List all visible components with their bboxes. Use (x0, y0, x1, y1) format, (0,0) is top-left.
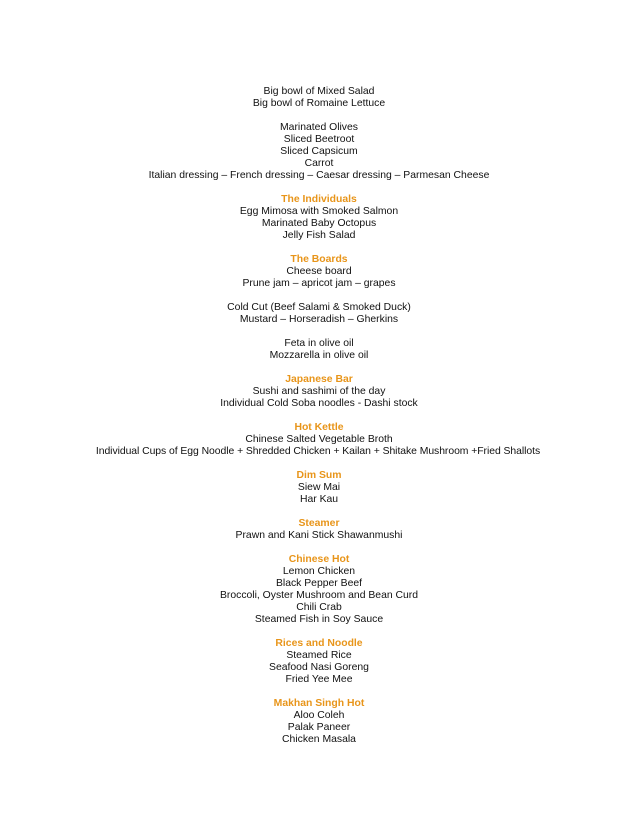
menu-line: Individual Cold Soba noodles - Dashi stock (220, 398, 418, 409)
makhan-singh-section (0, 698, 638, 746)
menu-line: Lemon Chicken (282, 566, 356, 577)
spacer (0, 542, 638, 554)
boards-section (0, 254, 638, 362)
section-heading: The Boards (290, 254, 348, 265)
menu-line: Seafood Nasi Goreng (269, 662, 369, 673)
menu-line: Siew Mai (297, 482, 341, 493)
salad-section (0, 86, 638, 182)
menu-line: Sushi and sashimi of the day (252, 386, 386, 397)
spacer (0, 290, 638, 302)
menu-line: Steamed Rice (286, 650, 352, 661)
menu-line: Aloo Coleh (293, 710, 345, 721)
menu-page (0, 86, 638, 746)
menu-line: Italian dressing – French dressing – Caesar dressing – Parmesan Cheese (148, 170, 490, 181)
menu-line: Carrot (304, 158, 334, 169)
dim-sum-section (0, 470, 638, 506)
spacer (0, 410, 638, 422)
section-heading: Japanese Bar (285, 374, 353, 385)
spacer (0, 686, 638, 698)
menu-line: Sliced Capsicum (280, 146, 358, 157)
menu-line: Jelly Fish Salad (282, 230, 356, 241)
menu-line: Steamed Fish in Soy Sauce (254, 614, 384, 625)
spacer (0, 110, 638, 122)
menu-line: Broccoli, Oyster Mushroom and Bean Curd (219, 590, 419, 601)
menu-line: Prune jam – apricot jam – grapes (242, 278, 396, 289)
menu-line: Chicken Masala (282, 734, 356, 745)
spacer (0, 626, 638, 638)
menu-line: Egg Mimosa with Smoked Salmon (239, 206, 399, 217)
spacer (0, 458, 638, 470)
section-heading: Chinese Hot (288, 554, 350, 565)
section-heading: Makhan Singh Hot (273, 698, 365, 709)
section-heading: Steamer (298, 518, 340, 529)
menu-line: Chili Crab (296, 602, 342, 613)
menu-line: Fried Yee Mee (285, 674, 353, 685)
menu-line: Sliced Beetroot (283, 134, 355, 145)
section-heading: Rices and Noodle (275, 638, 363, 649)
menu-line: Chinese Salted Vegetable Broth (245, 434, 393, 445)
hot-kettle-section (0, 422, 638, 458)
chinese-hot-section (0, 554, 638, 626)
menu-line: Mustard – Horseradish – Gherkins (239, 314, 399, 325)
spacer (0, 362, 638, 374)
menu-line: Mozzarella in olive oil (269, 350, 369, 361)
menu-line: Big bowl of Romaine Lettuce (252, 98, 386, 109)
menu-line: Black Pepper Beef (275, 578, 363, 589)
section-heading: The Individuals (281, 194, 357, 205)
menu-line: Big bowl of Mixed Salad (263, 86, 375, 97)
menu-line: Marinated Olives (280, 122, 358, 133)
section-heading: Dim Sum (296, 470, 342, 481)
menu-line: Individual Cups of Egg Noodle + Shredded Chicken + Kailan + Shitake Mushroom +Fried Shallots (95, 446, 541, 457)
menu-line: Prawn and Kani Stick Shawanmushi (235, 530, 403, 541)
spacer (0, 242, 638, 254)
menu-line: Marinated Baby Octopus (261, 218, 377, 229)
rices-noodle-section (0, 638, 638, 686)
menu-line: Cold Cut (Beef Salami & Smoked Duck) (227, 302, 411, 313)
individuals-section (0, 194, 638, 242)
section-heading: Hot Kettle (294, 422, 344, 433)
menu-line: Cheese board (286, 266, 352, 277)
japanese-bar-section (0, 374, 638, 410)
steamer-section (0, 518, 638, 542)
menu-line: Palak Paneer (287, 722, 351, 733)
spacer (0, 326, 638, 338)
menu-line: Har Kau (299, 494, 339, 505)
spacer (0, 506, 638, 518)
spacer (0, 182, 638, 194)
menu-line: Feta in olive oil (284, 338, 354, 349)
